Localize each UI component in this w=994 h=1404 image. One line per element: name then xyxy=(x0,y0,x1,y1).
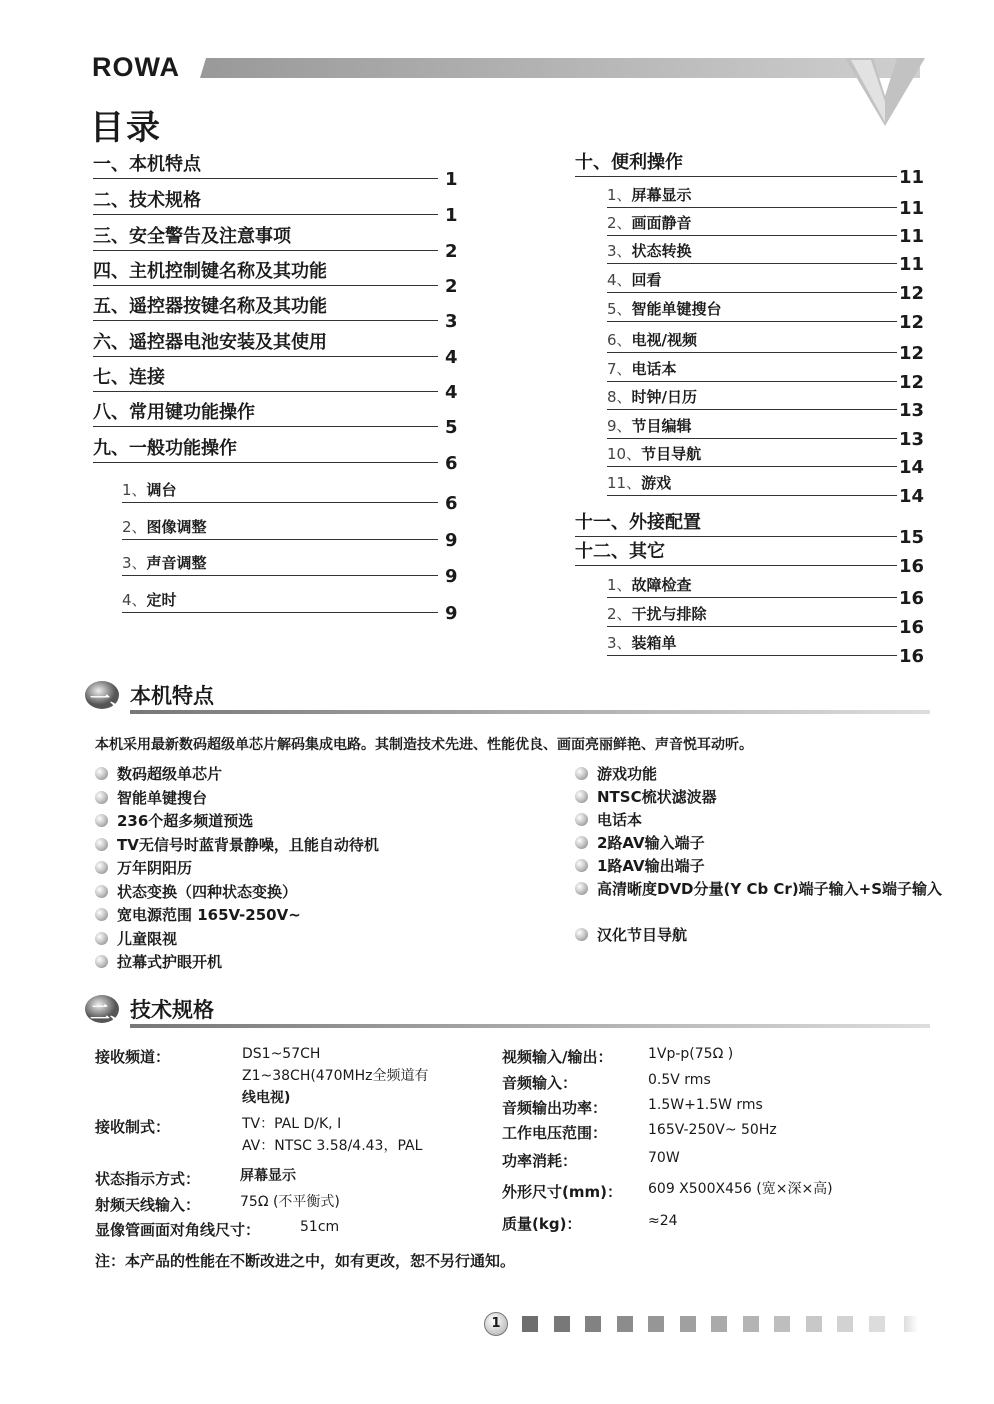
toc-entry-text: 调台 xyxy=(146,481,177,499)
feature-text: TV无信号时蓝背景静噪，且能自动待机 xyxy=(117,835,379,854)
bullet-icon xyxy=(575,767,588,780)
section-rule xyxy=(130,710,930,714)
section-rule xyxy=(130,1024,930,1028)
footer-square xyxy=(585,1316,601,1332)
bullet-icon xyxy=(95,838,108,851)
toc-entry-main[interactable] xyxy=(93,150,458,190)
feature-item xyxy=(575,924,687,947)
toc-entry-label: 八、常用键功能操作 xyxy=(93,402,255,423)
toc-entry-page: 13 xyxy=(899,400,925,421)
toc-entry-text: 故障检查 xyxy=(631,576,692,594)
feature-item xyxy=(95,810,253,833)
toc-entry-label xyxy=(607,386,697,407)
toc-entry-sub[interactable] xyxy=(607,207,925,247)
feature-text: 万年阴阳历 xyxy=(117,859,193,877)
toc-entry-number: 1、 xyxy=(607,576,632,594)
toc-entry-number: 2、 xyxy=(607,605,632,623)
feature-item xyxy=(95,881,297,904)
toc-entry-page: 9 xyxy=(445,603,458,624)
toc-entry-sub[interactable] xyxy=(122,511,458,551)
toc-entry-text: 游戏 xyxy=(641,474,672,492)
spec-value-system-1: TV：PAL D/K, I xyxy=(242,1116,342,1132)
toc-entry-label xyxy=(607,443,701,464)
toc-entry-page: 16 xyxy=(899,556,925,577)
bullet-icon xyxy=(575,813,588,826)
toc-entry-page: 11 xyxy=(899,226,925,247)
spec-value: 165V-250V~ 50Hz xyxy=(648,1122,777,1138)
toc-entry-number: 6、 xyxy=(607,331,632,349)
toc-entry-page: 6 xyxy=(445,453,458,474)
toc-entry-text: 装箱单 xyxy=(631,634,677,652)
toc-entry-page: 15 xyxy=(899,527,925,548)
toc-entry-text: 电话本 xyxy=(631,360,677,378)
spec-value: 609 X500X456 (宽×深×高) xyxy=(648,1181,833,1197)
toc-entry-label xyxy=(607,184,692,205)
toc-entry-text: 智能单键搜台 xyxy=(631,300,722,318)
spec-note: 注：本产品的性能在不断改进之中，如有更改，恕不另行通知。 xyxy=(95,1252,516,1270)
feature-text: 智能单键搜台 xyxy=(117,788,208,807)
toc-entry-page: 11 xyxy=(899,198,925,219)
toc-entry-page: 6 xyxy=(445,493,458,514)
spec-label: 视频输入/输出： xyxy=(502,1048,613,1066)
toc-entry-main[interactable] xyxy=(93,363,458,403)
toc-entry-label: 九、一般功能操作 xyxy=(93,438,237,459)
toc-entry-sub[interactable] xyxy=(607,598,925,638)
bullet-icon xyxy=(95,908,108,921)
toc-entry-text: 图像调整 xyxy=(146,518,207,536)
toc-entry-page: 2 xyxy=(445,276,458,297)
toc-entry-main[interactable] xyxy=(93,434,458,474)
spec-label: 质量(kg)： xyxy=(502,1215,582,1233)
spec-value: 0.5V rms xyxy=(648,1072,711,1088)
spec-label-indicator: 状态指示方式： xyxy=(95,1170,201,1188)
feature-item xyxy=(95,928,177,951)
toc-entry-main[interactable] xyxy=(93,398,458,438)
feature-item xyxy=(575,763,657,786)
feature-text: 236个超多频道预选 xyxy=(117,812,254,830)
feature-item xyxy=(95,834,379,857)
toc-entry-page: 12 xyxy=(899,343,925,364)
toc-entry-number: 4、 xyxy=(122,591,147,609)
bullet-icon xyxy=(575,790,588,803)
toc-entry-number: 2、 xyxy=(607,214,632,232)
section-header-features xyxy=(84,676,930,716)
toc-entry-page: 5 xyxy=(445,417,458,438)
spec-label: 工作电压范围： xyxy=(502,1124,608,1142)
toc-entry-number: 10、 xyxy=(607,445,642,463)
feature-item xyxy=(575,786,717,809)
toc-entry-page: 4 xyxy=(445,347,458,368)
toc-entry-page: 16 xyxy=(899,646,925,667)
spec-label-antenna: 射频天线输入： xyxy=(95,1196,201,1214)
toc-entry-label xyxy=(122,516,207,537)
toc-entry-number: 2、 xyxy=(122,518,147,536)
toc-entry-main[interactable] xyxy=(93,328,458,368)
toc-entry-label: 一、本机特点 xyxy=(93,154,201,175)
spec-value: ≈24 xyxy=(648,1213,678,1229)
feature-item xyxy=(95,787,207,810)
footer-square xyxy=(554,1316,570,1332)
header-v-mark xyxy=(845,58,925,128)
feature-text: 数码超级单芯片 xyxy=(117,765,223,783)
toc-entry-page: 16 xyxy=(899,617,925,638)
toc-entry-number: 8、 xyxy=(607,388,632,406)
toc-entry-text: 电视/视频 xyxy=(631,331,698,349)
bullet-icon xyxy=(575,882,588,895)
bullet-icon xyxy=(575,859,588,872)
toc-entry-page: 11 xyxy=(899,254,925,275)
toc-entry-number: 5、 xyxy=(607,300,632,318)
feature-text: 电话本 xyxy=(597,811,643,829)
bullet-icon xyxy=(95,861,108,874)
feature-item xyxy=(95,763,222,786)
toc-entry-label xyxy=(607,603,707,624)
toc-entry-label xyxy=(122,479,177,500)
toc-entry-sub[interactable] xyxy=(122,584,458,624)
toc-entry-page: 12 xyxy=(899,283,925,304)
toc-entry-text: 回看 xyxy=(631,271,662,289)
footer-square xyxy=(869,1316,885,1332)
section-title: 技术规格 xyxy=(130,998,214,1022)
spec-value-antenna: 75Ω (不平衡式) xyxy=(240,1194,340,1210)
footer-square xyxy=(648,1316,664,1332)
toc-entry-number: 1、 xyxy=(607,186,632,204)
toc-title: 目录 xyxy=(90,108,162,148)
toc-entry-main[interactable] xyxy=(93,257,458,297)
brand-logo: ROWA xyxy=(92,52,180,82)
toc-entry-text: 干扰与排除 xyxy=(631,605,707,623)
page-footer xyxy=(484,1312,924,1336)
toc-entry-label: 七、连接 xyxy=(93,367,165,388)
spec-value-diagonal: 51cm xyxy=(300,1219,340,1235)
toc-entry-label xyxy=(607,472,671,493)
bullet-icon xyxy=(95,885,108,898)
toc-entry-label xyxy=(607,329,697,350)
toc-entry-sub[interactable] xyxy=(607,235,925,275)
spec-value-indicator: 屏幕显示 xyxy=(240,1168,296,1184)
toc-entry-label: 十、便利操作 xyxy=(575,152,683,173)
spec-label: 音频输出功率： xyxy=(502,1099,608,1117)
footer-square xyxy=(711,1316,727,1332)
spec-label: 音频输入： xyxy=(502,1074,578,1092)
feature-item xyxy=(95,857,192,880)
feature-text: 汉化节目导航 xyxy=(597,926,688,944)
bullet-icon xyxy=(95,791,108,804)
feature-text: 游戏功能 xyxy=(597,765,658,783)
toc-entry-label: 十一、外接配置 xyxy=(575,512,701,533)
footer-square xyxy=(806,1316,822,1332)
spec-value-reception-3: 线电视) xyxy=(242,1090,291,1106)
feature-text: 宽电源范围 165V-250V~ xyxy=(117,906,301,924)
toc-entry-page: 12 xyxy=(899,372,925,393)
bullet-icon xyxy=(95,932,108,945)
feature-text: 1路AV输出端子 xyxy=(597,857,705,875)
feature-item xyxy=(575,832,705,855)
spec-value: 1Vp-p(75Ω ) xyxy=(648,1046,734,1062)
toc-entry-sub[interactable] xyxy=(607,179,925,219)
bullet-icon xyxy=(95,814,108,827)
spec-label: 功率消耗： xyxy=(502,1152,578,1170)
toc-entry-number: 3、 xyxy=(607,242,632,260)
feature-item xyxy=(575,855,705,878)
footer-square xyxy=(617,1316,633,1332)
section-number: 一、 xyxy=(90,686,130,710)
footer-square xyxy=(522,1316,538,1332)
toc-entry-page: 14 xyxy=(899,486,925,507)
toc-entry-label: 十二、其它 xyxy=(575,541,665,562)
toc-entry-label xyxy=(122,589,177,610)
spec-label: 外形尺寸(mm)： xyxy=(502,1183,622,1201)
toc-entry-page: 14 xyxy=(899,457,925,478)
bullet-icon xyxy=(95,767,108,780)
spec-label-system: 接收制式： xyxy=(95,1118,171,1136)
toc-entry-page: 3 xyxy=(445,311,458,332)
toc-entry-number: 3、 xyxy=(122,554,147,572)
toc-entry-text: 节目编辑 xyxy=(631,417,692,435)
footer-square xyxy=(680,1316,696,1332)
footer-square xyxy=(837,1316,853,1332)
toc-entry-text: 时钟/日历 xyxy=(631,388,698,406)
toc-entry-label xyxy=(607,298,722,319)
toc-entry-label xyxy=(122,552,207,573)
spec-label-diagonal: 显像管画面对角线尺寸： xyxy=(95,1221,261,1239)
spec-value-reception-2: Z1~38CH(470MHz全频道有 xyxy=(242,1068,429,1084)
toc-entry-text: 定时 xyxy=(146,591,177,609)
toc-entry-label xyxy=(607,574,692,595)
toc-entry-sub[interactable] xyxy=(607,627,925,667)
toc-entry-main[interactable] xyxy=(93,186,458,226)
footer-square xyxy=(743,1316,759,1332)
toc-entry-page: 9 xyxy=(445,566,458,587)
toc-entry-label xyxy=(607,415,692,436)
feature-item xyxy=(575,809,642,832)
toc-entry-main[interactable] xyxy=(93,222,458,262)
toc-entry-number: 3、 xyxy=(607,634,632,652)
toc-entry-label xyxy=(607,212,692,233)
spec-value-reception-1: DS1~57CH xyxy=(242,1046,321,1062)
toc-entry-text: 状态转换 xyxy=(631,242,692,260)
toc-entry-page: 16 xyxy=(899,588,925,609)
feature-text: 2路AV输入端子 xyxy=(597,834,705,852)
toc-entry-page: 2 xyxy=(445,241,458,262)
spec-value-system-2: AV：NTSC 3.58/4.43，PAL xyxy=(242,1138,423,1154)
footer-square xyxy=(774,1316,790,1332)
feature-text: 高清晰度DVD分量(Y Cb Cr)端子输入+S端子输入 xyxy=(597,880,943,898)
toc-entry-sub[interactable] xyxy=(122,474,458,514)
spec-value: 1.5W+1.5W rms xyxy=(648,1097,763,1113)
toc-entry-page: 11 xyxy=(899,167,925,188)
toc-entry-sub[interactable] xyxy=(607,410,925,450)
toc-entry-sub[interactable] xyxy=(607,324,925,364)
toc-entry-sub[interactable] xyxy=(607,353,925,393)
toc-entry-label: 五、遥控器按键名称及其功能 xyxy=(93,296,327,317)
toc-entry-number: 11、 xyxy=(607,474,642,492)
toc-entry-main[interactable] xyxy=(575,508,925,548)
bullet-icon xyxy=(575,928,588,941)
feature-text: 儿童限视 xyxy=(117,929,178,948)
bullet-icon xyxy=(95,955,108,968)
toc-entry-label xyxy=(607,358,677,379)
toc-entry-page: 1 xyxy=(445,205,458,226)
toc-entry-main[interactable] xyxy=(93,292,458,332)
feature-item xyxy=(95,951,222,974)
toc-entry-label xyxy=(607,269,662,290)
feature-item xyxy=(575,878,947,901)
toc-entry-page: 13 xyxy=(899,429,925,450)
toc-entry-sub[interactable] xyxy=(607,467,925,507)
toc-entry-text: 节目导航 xyxy=(641,445,702,463)
feature-item xyxy=(95,904,301,927)
toc-entry-label: 四、主机控制键名称及其功能 xyxy=(93,261,327,282)
section-header-specs xyxy=(84,990,930,1030)
feature-text: 状态变换（四种状态变换） xyxy=(117,882,298,901)
toc-entry-page: 12 xyxy=(899,312,925,333)
toc-entry-page: 4 xyxy=(445,382,458,403)
feature-text: NTSC梳状滤波器 xyxy=(597,788,717,806)
toc-entry-label: 六、遥控器电池安装及其使用 xyxy=(93,332,327,353)
toc-entry-sub[interactable] xyxy=(122,547,458,587)
section-title: 本机特点 xyxy=(130,684,214,708)
toc-entry-number: 1、 xyxy=(122,481,147,499)
toc-entry-number: 4、 xyxy=(607,271,632,289)
footer-arrow-icon xyxy=(904,1316,918,1332)
section-number: 二、 xyxy=(90,1000,130,1024)
feature-text: 拉幕式护眼开机 xyxy=(117,953,223,971)
features-intro: 本机采用最新数码超级单芯片解码集成电路。其制造技术先进、性能优良、画面亮丽鲜艳、声音悦耳动听。 xyxy=(95,737,753,753)
toc-entry-label: 三、安全警告及注意事项 xyxy=(93,226,291,247)
toc-entry-label: 二、技术规格 xyxy=(93,190,201,211)
toc-entry-text: 声音调整 xyxy=(146,554,207,572)
toc-entry-page: 1 xyxy=(445,169,458,190)
toc-entry-main[interactable] xyxy=(575,148,925,188)
spec-label-reception: 接收频道： xyxy=(95,1048,171,1066)
toc-entry-label xyxy=(607,632,677,653)
toc-entry-page: 9 xyxy=(445,530,458,551)
toc-entry-number: 7、 xyxy=(607,360,632,378)
header-bar xyxy=(200,58,920,78)
page-number: 1 xyxy=(484,1312,508,1336)
toc-entry-text: 屏幕显示 xyxy=(631,186,692,204)
toc-entry-label xyxy=(607,240,692,261)
toc-entry-number: 9、 xyxy=(607,417,632,435)
spec-value: 70W xyxy=(648,1150,680,1166)
bullet-icon xyxy=(575,836,588,849)
toc-entry-text: 画面静音 xyxy=(631,214,692,232)
toc-entry-sub[interactable] xyxy=(607,569,925,609)
toc-entry-sub[interactable] xyxy=(607,293,925,333)
